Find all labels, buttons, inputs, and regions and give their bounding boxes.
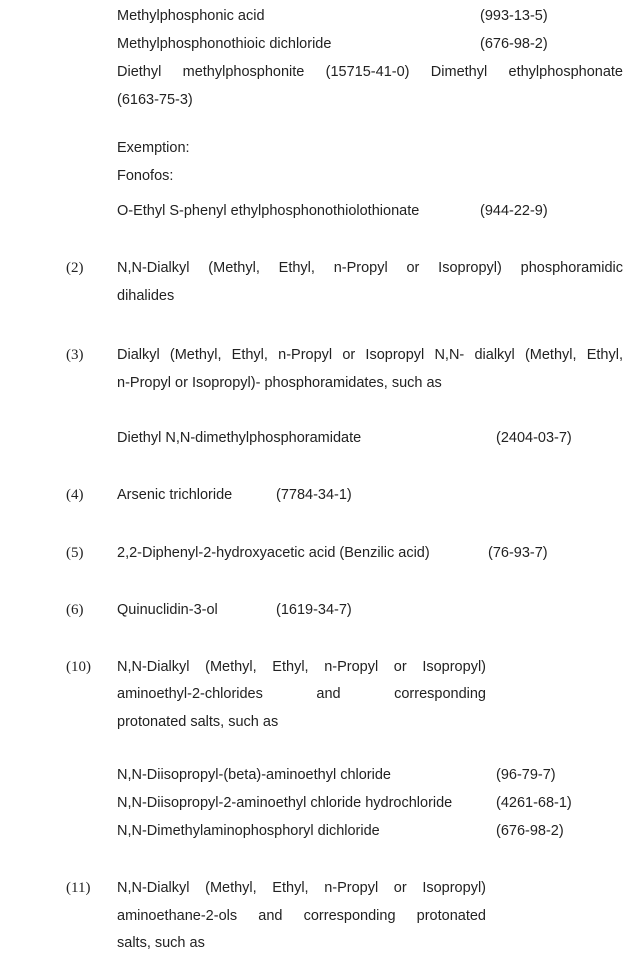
chemical-name: N,N-Dimethylaminophosphoryl dichloride <box>117 823 380 839</box>
item-number: (4) <box>66 487 84 503</box>
item-text: aminoethyl-2-chlorides and corresponding <box>117 686 486 702</box>
cas-number: (7784-34-1) <box>276 487 352 503</box>
chemical-name: 2,2-Diphenyl-2-hydroxyacetic acid (Benzilic acid) <box>117 545 430 561</box>
cas-number: (96-79-7) <box>496 767 556 783</box>
item-number: (3) <box>66 347 84 363</box>
item-text: dihalides <box>117 288 175 304</box>
cas-number: (676-98-2) <box>496 823 564 839</box>
item-number: (5) <box>66 545 84 561</box>
item-number: (11) <box>66 880 91 896</box>
item-text: N,N-Dialkyl (Methyl, Ethyl, n-Propyl or Isopropyl) phosphoramidic <box>117 260 623 276</box>
item-text: aminoethane-2-ols and corresponding protonated <box>117 908 486 924</box>
chemical-name: Methylphosphonothioic dichloride <box>117 36 332 52</box>
item-number: (2) <box>66 260 84 276</box>
chemical-name: O-Ethyl S-phenyl ethylphosphonothiolothionate <box>117 203 420 219</box>
chemical-name: Quinuclidin-3-ol <box>117 602 218 618</box>
cas-number: (944-22-9) <box>480 203 548 219</box>
cas-number: (993-13-5) <box>480 8 548 24</box>
chemical-name: N,N-Diisopropyl-(beta)-aminoethyl chloride <box>117 767 391 783</box>
text-line: Diethyl methylphosphonite (15715-41-0) Dimethyl ethylphosphonate <box>117 64 623 80</box>
cas-number: (2404-03-7) <box>496 430 572 446</box>
chemical-name: N,N-Diisopropyl-2-aminoethyl chloride hydrochloride <box>117 795 453 811</box>
item-text: salts, such as <box>117 935 205 951</box>
cas-number: (6163-75-3) <box>117 92 193 108</box>
cas-number: (76-93-7) <box>488 545 548 561</box>
exemption-label: Exemption: <box>117 140 190 156</box>
item-number: (6) <box>66 602 84 618</box>
cas-number: (1619-34-7) <box>276 602 352 618</box>
cas-number: (676-98-2) <box>480 36 548 52</box>
chemical-name: Methylphosphonic acid <box>117 8 265 24</box>
item-text: protonated salts, such as <box>117 714 279 730</box>
chemical-name: Arsenic trichloride <box>117 487 233 503</box>
item-text: N,N-Dialkyl (Methyl, Ethyl, n-Propyl or Isopropyl) <box>117 880 486 896</box>
item-text: n-Propyl or Isopropyl)- phosphoramidates, such as <box>117 375 442 391</box>
item-text: Dialkyl (Methyl, Ethyl, n-Propyl or Isopropyl N,N- dialkyl (Methyl, Ethyl, <box>117 347 623 363</box>
item-number: (10) <box>66 659 91 675</box>
chemical-name: Diethyl N,N-dimethylphosphoramidate <box>117 430 362 446</box>
item-text: N,N-Dialkyl (Methyl, Ethyl, n-Propyl or Isopropyl) <box>117 659 486 675</box>
fonofos-label: Fonofos: <box>117 168 174 184</box>
cas-number: (4261-68-1) <box>496 795 572 811</box>
